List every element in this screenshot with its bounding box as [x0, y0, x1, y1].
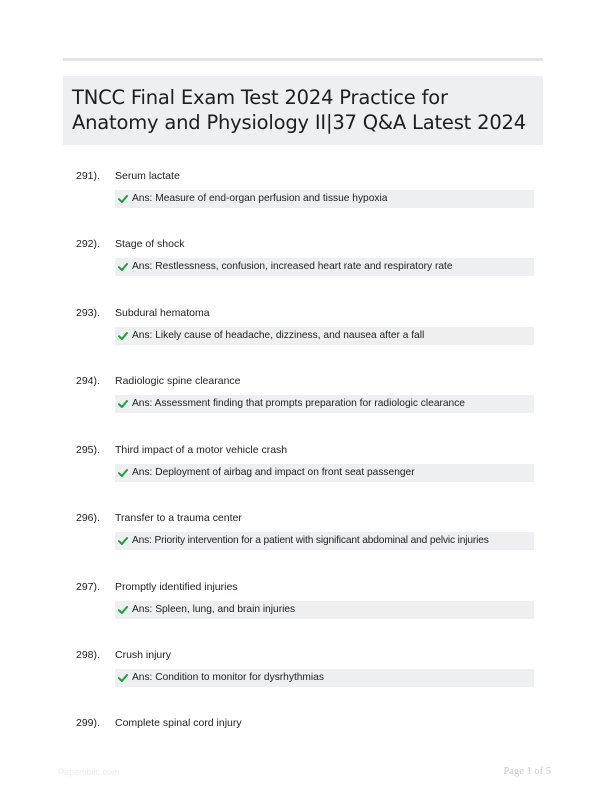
top-divider — [63, 58, 543, 61]
answer-box — [115, 258, 534, 276]
question-text: Serum lactate — [115, 170, 180, 182]
question-number: 296). — [76, 512, 100, 524]
question-item — [0, 443, 606, 503]
question-item — [0, 716, 606, 736]
question-text: Third impact of a motor vehicle crash — [115, 444, 288, 456]
question-item — [0, 511, 606, 571]
question-item — [0, 580, 606, 640]
answer-text: Ans: Likely cause of headache, dizziness, and nausea after a fall — [132, 330, 425, 341]
question-item — [0, 648, 606, 708]
question-number: 299). — [76, 717, 100, 729]
checkmark-icon — [118, 605, 128, 615]
question-item — [0, 169, 606, 229]
page-title-line-2: Anatomy and Physiology II|37 Q&A Latest 2024 — [72, 111, 526, 134]
question-number: 293). — [76, 307, 100, 319]
checkmark-icon — [118, 331, 128, 341]
question-item — [0, 306, 606, 366]
page-title-line-1: TNCC Final Exam Test 2024 Practice for — [72, 86, 448, 109]
answer-text: Ans: Assessment finding that prompts preparation for radiologic clearance — [132, 398, 465, 409]
answer-text: Ans: Restlessness, confusion, increased heart rate and respiratory rate — [132, 261, 453, 272]
page-title — [72, 85, 543, 135]
answer-box — [115, 327, 534, 345]
question-item — [0, 237, 606, 297]
checkmark-icon — [118, 468, 128, 478]
question-text: Transfer to a trauma center — [115, 512, 242, 524]
title-banner — [63, 76, 543, 145]
question-text: Complete spinal cord injury — [115, 717, 242, 729]
answer-box — [115, 190, 534, 208]
question-number: 292). — [76, 238, 100, 250]
answer-text: Ans: Priority intervention for a patient with significant abdominal and pelvic injuries — [132, 535, 489, 546]
question-text: Stage of shock — [115, 238, 185, 250]
question-text: Subdural hematoma — [115, 307, 210, 319]
question-number: 298). — [76, 649, 100, 661]
answer-box — [115, 532, 534, 550]
checkmark-icon — [118, 399, 128, 409]
question-number: 297). — [76, 581, 100, 593]
answer-text: Ans: Deployment of airbag and impact on front seat passenger — [132, 467, 415, 478]
answer-text: Ans: Condition to monitor for dysrhythmias — [132, 672, 324, 683]
question-item — [0, 374, 606, 434]
question-text: Promptly identified injuries — [115, 581, 238, 593]
footer-watermark: Papertiblic.com — [58, 767, 120, 777]
checkmark-icon — [118, 673, 128, 683]
question-number: 295). — [76, 444, 100, 456]
checkmark-icon — [118, 262, 128, 272]
question-text: Radiologic spine clearance — [115, 375, 241, 387]
answer-text: Ans: Measure of end-organ perfusion and tissue hypoxia — [132, 193, 388, 204]
answer-box — [115, 669, 534, 687]
answer-box — [115, 464, 534, 482]
question-number: 291). — [76, 170, 100, 182]
answer-box — [115, 601, 534, 619]
answer-text: Ans: Spleen, lung, and brain injuries — [132, 604, 296, 615]
page-number: Page 1 of 5 — [503, 766, 551, 777]
question-text: Crush injury — [115, 649, 172, 661]
checkmark-icon — [118, 536, 128, 546]
question-number: 294). — [76, 375, 100, 387]
checkmark-icon — [118, 194, 128, 204]
answer-box — [115, 395, 534, 413]
